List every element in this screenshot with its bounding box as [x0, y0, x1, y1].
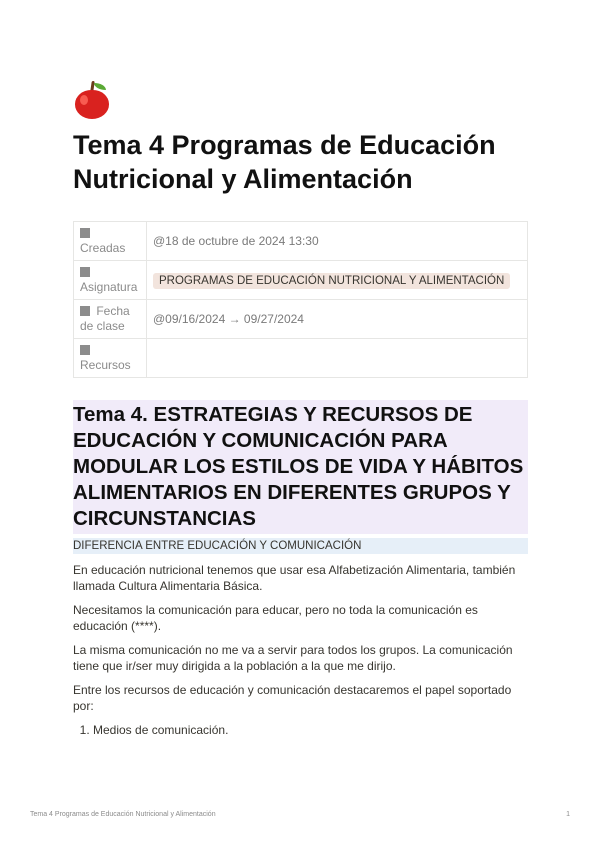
page-content — [73, 80, 528, 738]
property-type-icon — [80, 267, 90, 277]
property-key: Recursos — [74, 339, 147, 378]
subject-tag[interactable]: PROGRAMAS DE EDUCACIÓN NUTRICIONAL Y ALIMENTACIÓN — [153, 273, 510, 289]
section-heading: Tema 4. ESTRATEGIAS Y RECURSOS DE EDUCACIÓN Y COMUNICACIÓN PARA MODULAR LOS ESTILOS DE VIDA Y HÁBITOS ALIMENTARIOS EN DIFERENTES GRUPOS Y CIRCUNSTANCIAS — [73, 400, 528, 534]
property-row — [74, 261, 528, 300]
subheading: DIFERENCIA ENTRE EDUCACIÓN Y COMUNICACIÓN — [73, 538, 528, 554]
property-type-icon — [80, 306, 90, 316]
paragraph: La misma comunicación no me va a servir para todos los grupos. La comunicación tiene que ir/ser muy dirigida a la población a la que me dirijo. — [73, 643, 513, 673]
page-title: Tema 4 Programas de Educación Nutricional y Alimentación — [73, 130, 496, 194]
property-row — [74, 222, 528, 261]
paragraph: Entre los recursos de educación y comunicación destacaremos el papel soportado por: — [73, 683, 512, 713]
properties-table — [73, 221, 528, 378]
list-item: 1. Medios de comunicación. — [93, 722, 528, 738]
property-row — [74, 300, 528, 339]
property-row — [74, 339, 528, 378]
property-type-icon — [80, 345, 90, 355]
property-key: Fecha de clase — [74, 300, 147, 339]
property-value[interactable] — [147, 261, 528, 300]
property-value[interactable]: @09/16/2024 → 09/27/2024 — [147, 300, 528, 339]
numbered-list — [73, 722, 528, 738]
property-key: Asignatura — [74, 261, 147, 300]
footer-title: Tema 4 Programas de Educación Nutricional y Alimentación — [30, 811, 216, 818]
paragraph: En educación nutricional tenemos que usar esa Alfabetización Alimentaria, también llamada Cultura Alimentaria Básica. — [73, 563, 516, 593]
apple-icon — [73, 80, 113, 122]
property-key: Creadas — [74, 222, 147, 261]
property-value[interactable]: @18 de octubre de 2024 13:30 — [147, 222, 528, 261]
property-value[interactable] — [147, 339, 528, 378]
page-footer — [30, 811, 570, 818]
property-type-icon — [80, 228, 90, 238]
page-number: 1 — [566, 811, 570, 818]
paragraph: Necesitamos la comunicación para educar, pero no toda la comunicación es educación (****). — [73, 603, 478, 633]
